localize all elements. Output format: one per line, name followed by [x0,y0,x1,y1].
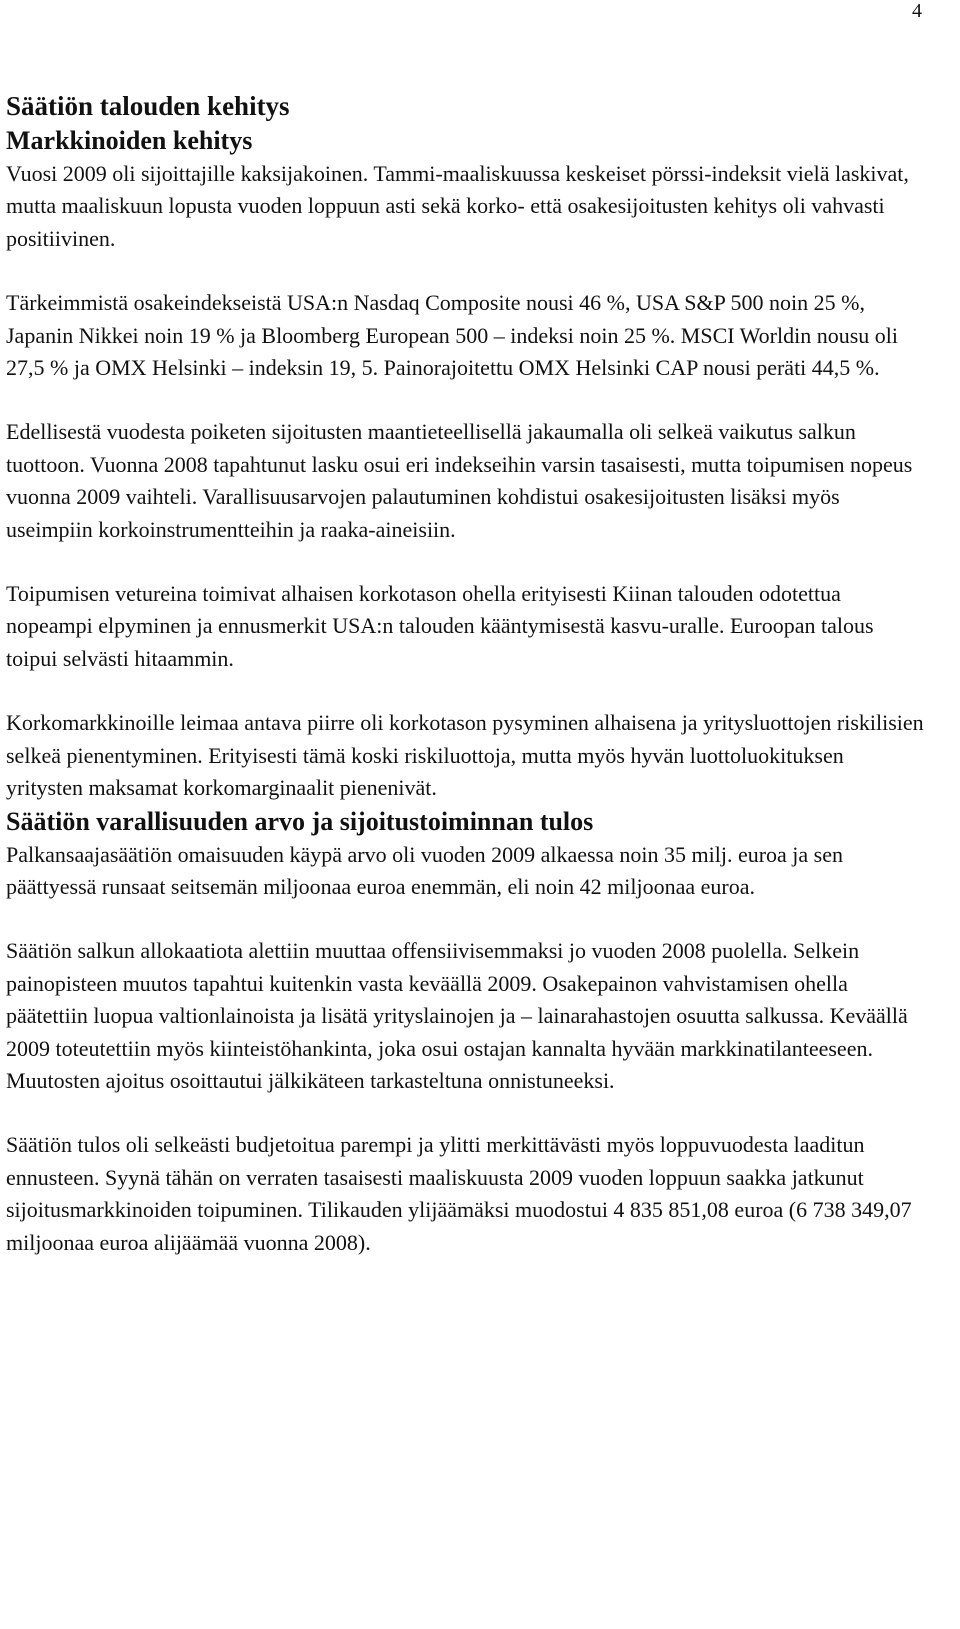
paragraph: Tärkeimmistä osakeindekseistä USA:n Nasdaq Composite nousi 46 %, USA S&P 500 noin 25 %, Japanin Nikkei noin 19 % ja Bloomberg European 500 – indeksi noin 25 %. MSCI Worldin nousu oli 27,5 % ja OMX Helsinki – indeksin 19, 5. Painorajoitettu OMX Helsinki CAP nousi peräti 44,5 %. [6,290,899,381]
paragraph: Säätiön tulos oli selkeästi budjetoitua parempi ja ylitti merkittävästi myös loppuvuodesta laaditun ennusteen. Syynä tähän on verraten tasaisesti maaliskuusta 2009 vuoden loppuun saakka jatkunut sijoitusmarkkinoiden toipuminen. Tilikauden ylijäämäksi muodostui 4 835 851,08 euroa (6 738 349,07 miljoonaa euroa alijäämää vuonna 2008). [6,1132,912,1255]
section-heading: Markkinoiden kehitys [6,126,253,155]
paragraph: Palkansaajasäätiön omaisuuden käypä arvo oli vuoden 2009 alkaessa noin 35 milj. euroa ja sen päättyessä runsaat seitsemän miljoonaa euroa enemmän, eli noin 42 miljoonaa euroa. [6,841,843,899]
paragraph: Vuosi 2009 oli sijoittajille kaksijakoinen. Tammi-maaliskuussa keskeiset pörssi-indeksit vielä laskivat, mutta maaliskuun lopusta vuoden loppuun asti sekä korko- että osakesijoitusten kehitys oli vahvasti positiivinen. [6,161,909,251]
section-market-development [6,124,926,805]
page-number: 4 [912,0,922,22]
section-assets-and-results [6,805,926,1259]
paragraph: Toipumisen vetureina toimivat alhaisen korkotason ohella erityisesti Kiinan talouden odotettua nopeampi elpyminen ja ennusmerkit USA:n talouden kääntymisestä kasvu-uralle. Euroopan talous toipui selvästi hitaammin. [6,581,874,671]
document-body [6,88,926,1259]
page-title: Säätiön talouden kehitys [6,91,290,121]
paragraph: Säätiön salkun allokaatiota alettiin muuttaa offensiivisemmaksi jo vuoden 2008 puolella. Selkein painopisteen muutos tapahtui kuitenkin vasta keväällä 2009. Osakepainon vahvistamisen ohella päätettiin luopua valtionlainoista ja lisätä yrityslainojen ja – lainarahastojen osuutta salkussa. Keväällä 2009 toteutettiin myös kiinteistöhankinta, joka osui ostajan kannalta hyvään markkinatilanteeseen. Muutosten ajoitus osoittautui jälkikäteen tarkasteltuna onnistuneeksi. [6,938,908,1093]
paragraph: Korkomarkkinoille leimaa antava piirre oli korkotason pysyminen alhaisena ja yritysluottojen riskilisien selkeä pienentyminen. Erityisesti tämä koski riskiluottoja, mutta myös hyvän luottoluokituksen yritysten maksamat korkomarginaalit pienenivät. [6,710,924,801]
paragraph: Edellisestä vuodesta poiketen sijoitusten maantieteellisellä jakaumalla oli selkeä vaikutus salkun tuottoon. Vuonna 2008 tapahtunut lasku osui eri indekseihin varsin tasaisesti, mutta toipumisen nopeus vuonna 2009 vaihteli. Varallisuusarvojen palautuminen kohdistui osakesijoitusten lisäksi myös useimpiin korkoinstrumentteihin ja raaka-aineisiin. [6,419,913,542]
section-heading: Säätiön varallisuuden arvo ja sijoitustoiminnan tulos [6,806,594,836]
